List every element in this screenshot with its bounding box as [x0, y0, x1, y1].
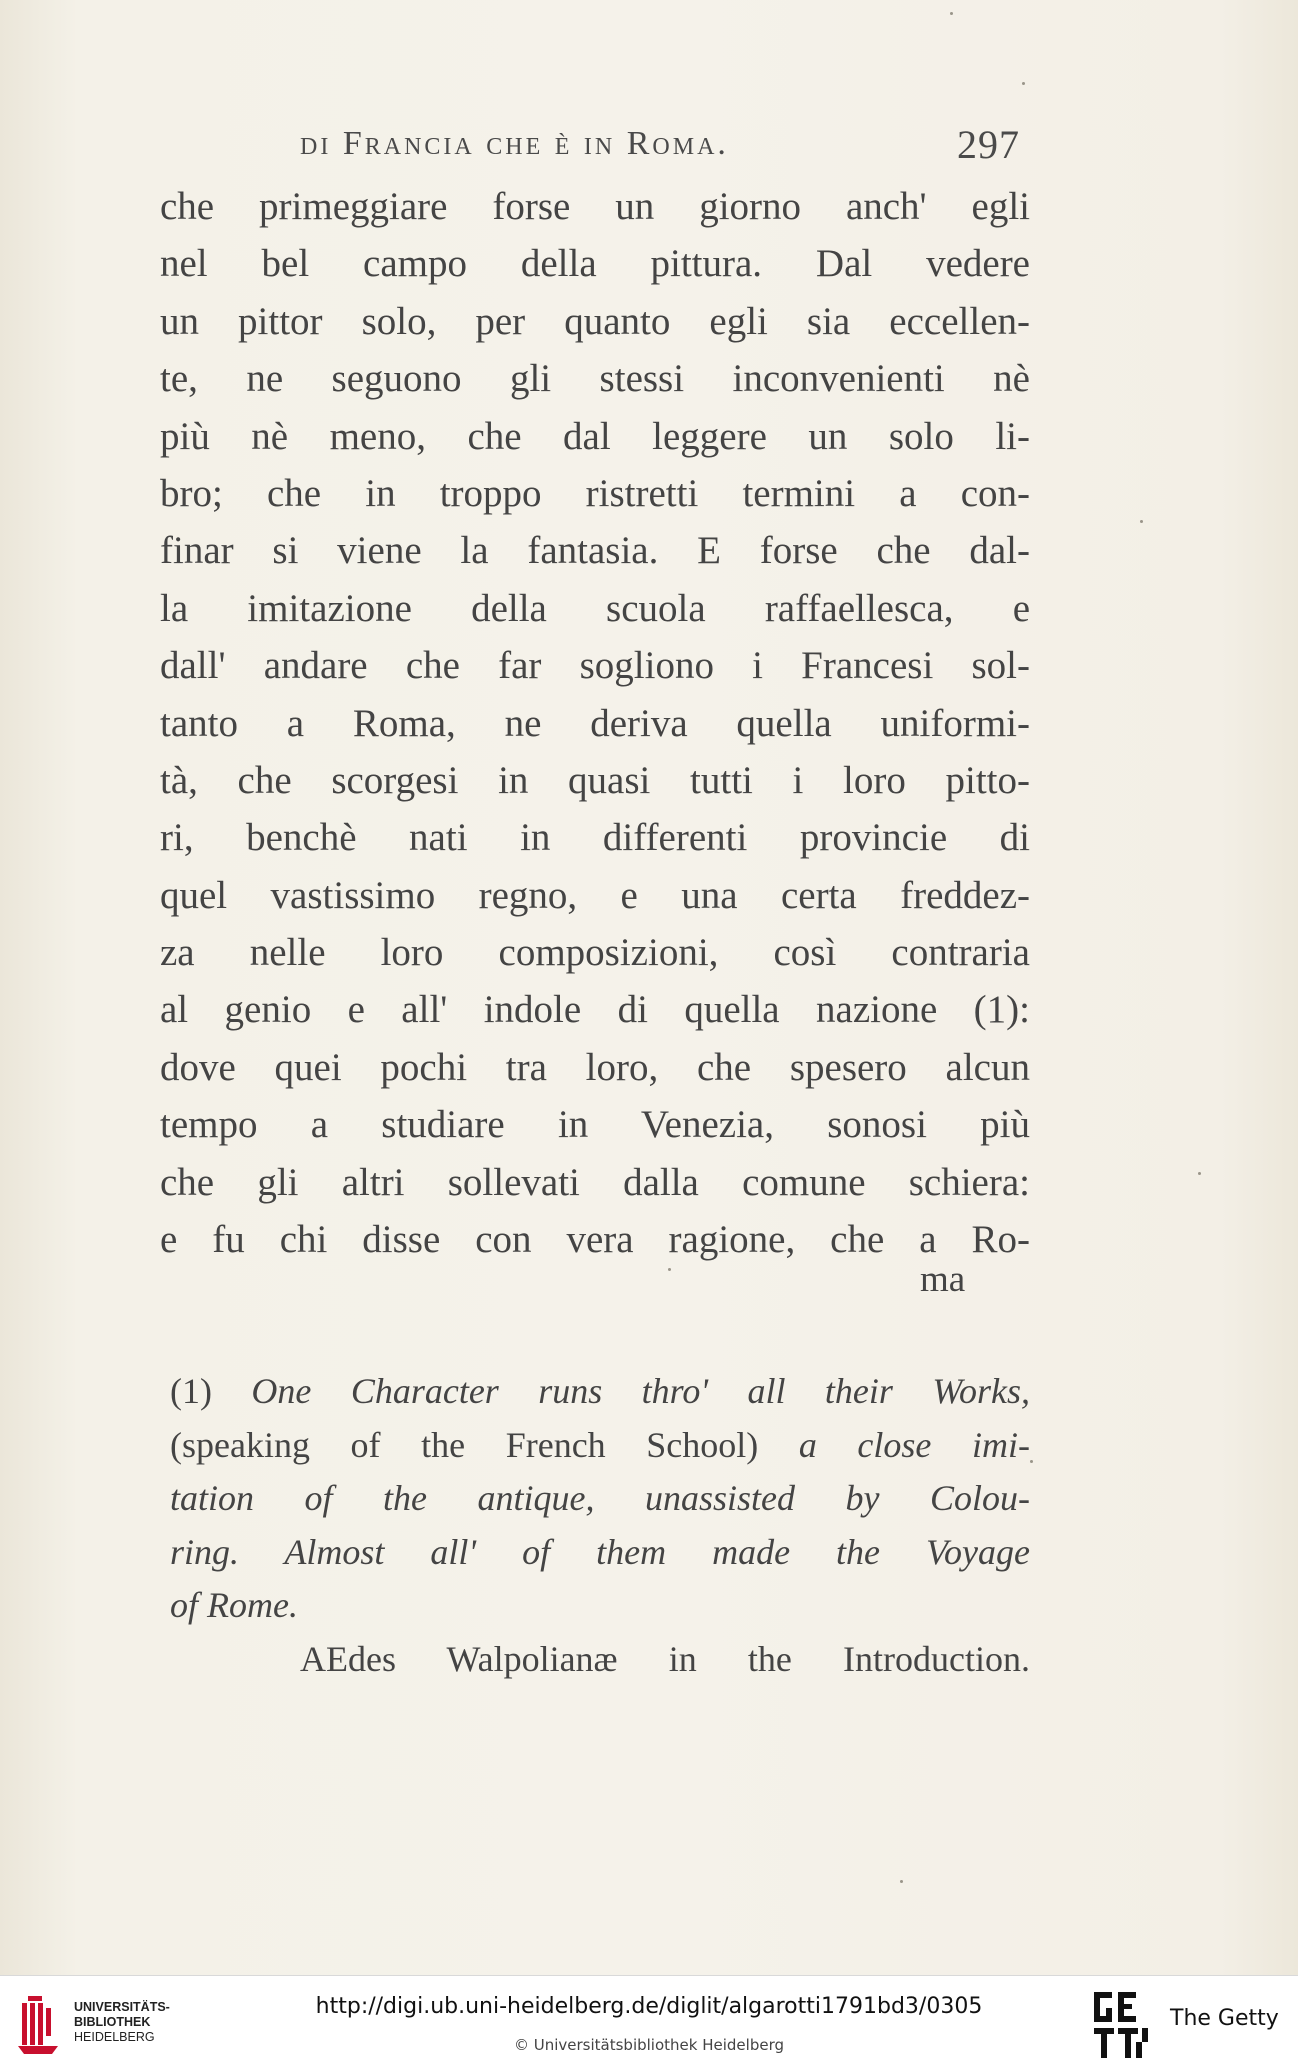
- copyright-notice: © Universitätsbibliothek Heidelberg: [513, 2036, 784, 2054]
- text-line: finar si viene la fantasia. E forse che dal-: [160, 529, 1030, 573]
- text-line: bro; che in troppo ristretti termini a con-: [160, 471, 1030, 515]
- text-line: quel vastissimo regno, e una certa freddez-: [160, 873, 1030, 917]
- speck: [1198, 1172, 1201, 1175]
- footnote-quote: of Rome.: [170, 1585, 298, 1625]
- footnote-quote: tation of the antique, unassisted by Colou-: [170, 1478, 1030, 1518]
- text-line: dove quei pochi tra loro, che spesero alcun: [160, 1045, 1030, 1089]
- text-line: nel bel campo della pittura. Dal vedere: [160, 242, 1030, 286]
- library-name-line: HEIDELBERG: [74, 2030, 155, 2044]
- footnote-line: [170, 1579, 1030, 1633]
- text-line: te, ne seguono gli stessi inconvenienti nè: [160, 357, 1030, 401]
- footnote-line: [170, 1526, 1030, 1580]
- library-name-line: BIBLIOTHEK: [74, 2015, 151, 2029]
- running-head-title: di Francia che è in Roma.: [300, 125, 729, 162]
- footnote-line: [170, 1472, 1030, 1526]
- catchword: ma: [920, 1259, 966, 1300]
- text-line: ri, benchè nati in differenti provincie di: [160, 816, 1030, 860]
- text-line: che primeggiare forse un giorno anch' egli: [160, 185, 1030, 228]
- text-line: un pittor solo, per quanto egli sia eccellen-: [160, 299, 1030, 343]
- text-line: più nè meno, che dal leggere un solo li-: [160, 414, 1030, 458]
- text-line: za nelle loro composizioni, così contraria: [160, 931, 1030, 975]
- text-line: tempo a studiare in Venezia, sonosi più: [160, 1103, 1030, 1147]
- text-line: che gli altri sollevati dalla comune schiera:: [160, 1160, 1030, 1204]
- speck: [1140, 520, 1143, 523]
- speck: [900, 1880, 903, 1883]
- footnote-marker: (1): [170, 1371, 212, 1411]
- text-line: tà, che scorgesi in quasi tutti i loro pitto-: [160, 758, 1030, 802]
- footnote: [170, 1365, 1030, 1686]
- footnote-line: [170, 1365, 1030, 1419]
- footnote-aside: (speaking of the French School): [170, 1424, 759, 1465]
- text-line: al genio e all' indole di quella nazione (1):: [160, 988, 1030, 1032]
- speck: [950, 12, 953, 15]
- speck: [1030, 1460, 1033, 1463]
- footnote-quote: One Character runs thro' all their Works,: [251, 1371, 1031, 1411]
- getty-wordmark: The Getty: [1170, 2006, 1279, 2031]
- permalink-url[interactable]: http://digi.ub.uni-heidelberg.de/diglit/algarotti1791bd3/0305: [315, 1994, 983, 2019]
- running-head: [300, 122, 1020, 175]
- text-line: la imitazione della scuola raffaellesca, e: [160, 586, 1030, 630]
- speck: [1022, 82, 1025, 85]
- page-number: 297: [957, 122, 1020, 167]
- speck: [668, 1268, 671, 1271]
- footnote-quote: ring. Almost all' of them made the Voyage: [170, 1531, 1030, 1572]
- getty-logo-icon[interactable]: [1092, 1990, 1150, 2062]
- text-line: tanto a Roma, ne deriva quella uniformi-: [160, 701, 1030, 745]
- footnote-line: [170, 1419, 1030, 1473]
- viewer-footer: [0, 1975, 1298, 2072]
- text-line: dall' andare che far sogliono i Francesi sol-: [160, 644, 1030, 688]
- footnote-quote: a close imi-: [798, 1424, 1030, 1465]
- body-text: [160, 178, 1030, 1268]
- text-line: e fu chi disse con vera ragione, che a Ro-: [160, 1218, 1030, 1262]
- library-name-line: UNIVERSITÄTS-: [74, 2000, 170, 2014]
- footnote-source: AEdes Walpolianæ in the Introduction.: [300, 1638, 1030, 1679]
